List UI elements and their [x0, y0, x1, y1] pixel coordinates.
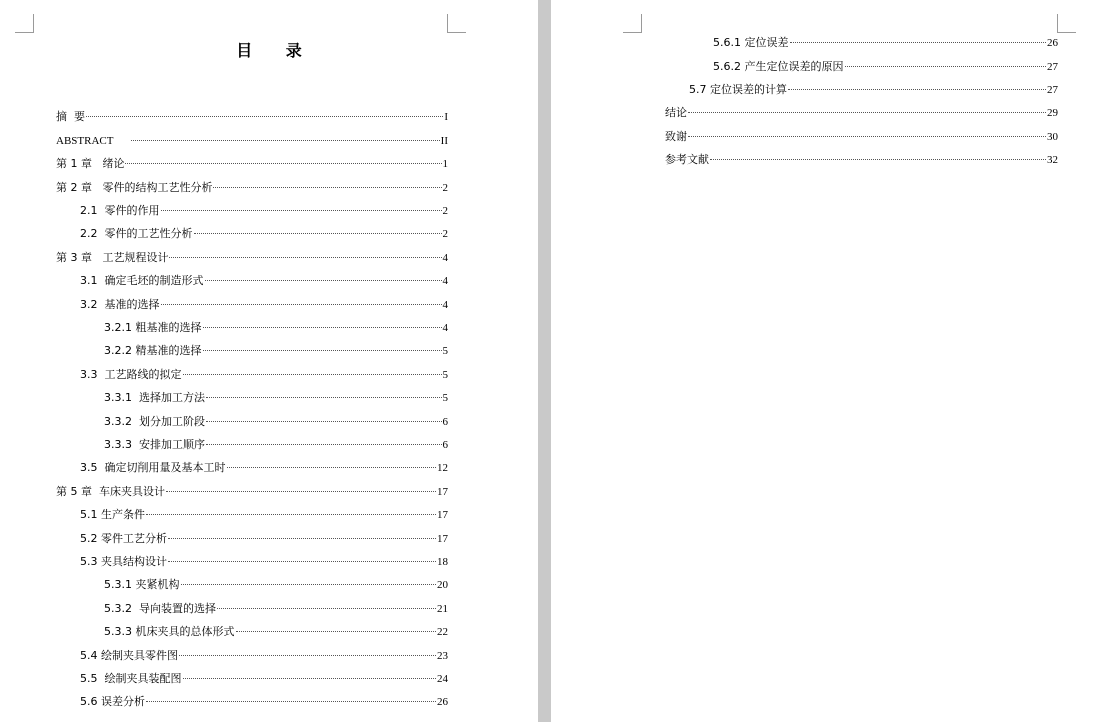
toc-entry-label: 结论 [665, 106, 687, 119]
toc-entry-5-3[interactable] [80, 555, 448, 569]
toc-page-number: 1 [442, 158, 448, 170]
page-gutter [538, 0, 551, 722]
toc-entry-label: 第 3 章 工艺规程设计 [56, 251, 169, 264]
toc-page-number: 17 [437, 509, 448, 521]
toc-entry-label: 5.3.3 机床夹具的总体形式 [104, 625, 235, 638]
toc-leader-dots [146, 701, 436, 702]
toc-entry-label: 5.3 夹具结构设计 [80, 555, 167, 568]
toc-leader-dots [203, 350, 442, 351]
toc-entry-5-2[interactable] [80, 532, 448, 546]
toc-leader-dots [125, 163, 441, 164]
toc-page-number: 29 [1047, 107, 1058, 119]
toc-entry-label: 5.1 生产条件 [80, 508, 145, 521]
toc-leader-dots [181, 584, 437, 585]
toc-entry-5-5[interactable] [80, 672, 448, 686]
toc-leader-dots [788, 89, 1046, 90]
toc-leader-dots [179, 655, 436, 656]
toc-page-number: 5 [442, 369, 448, 381]
toc-entry-abstract-cn[interactable] [56, 110, 448, 124]
toc-entry-3-2[interactable] [80, 298, 448, 312]
toc-entry-chapter-5[interactable] [56, 485, 448, 499]
toc-entry-2-1[interactable] [80, 204, 448, 218]
toc-page-number: 26 [437, 696, 448, 708]
toc-entry-label: 3.3.3 安排加工顺序 [104, 438, 205, 451]
toc-entry-acknowledgements[interactable] [665, 130, 1058, 144]
toc-leader-dots [790, 42, 1047, 43]
crop-mark-top-right [447, 14, 466, 33]
toc-page-number: 21 [437, 603, 448, 615]
toc-leader-dots [206, 421, 442, 422]
toc-entry-5-6-2[interactable] [713, 60, 1058, 74]
crop-mark-top-right [1057, 14, 1076, 33]
toc-leader-dots [168, 538, 436, 539]
toc-entry-label: 5.6.1 定位误差 [713, 36, 789, 49]
toc-entry-label: 3.3.2 划分加工阶段 [104, 415, 205, 428]
toc-entry-5-7[interactable] [689, 83, 1058, 97]
toc-entry-2-2[interactable] [80, 227, 448, 241]
toc-page-number: I [444, 111, 448, 123]
toc-entry-5-1[interactable] [80, 508, 448, 522]
toc-page-number: 2 [442, 205, 448, 217]
toc-entry-label: 参考文献 [665, 153, 709, 166]
toc-entry-label: 5.6.2 产生定位误差的原因 [713, 60, 844, 73]
toc-page-number: 24 [437, 673, 448, 685]
toc-entry-5-4[interactable] [80, 649, 448, 663]
toc-entry-3-2-1[interactable] [104, 321, 448, 335]
toc-entry-label: 3.2.2 精基准的选择 [104, 344, 202, 357]
toc-page-number: 6 [442, 416, 448, 428]
toc-page-number: 17 [437, 486, 448, 498]
toc-page-number: 4 [442, 322, 448, 334]
toc-leader-dots [161, 304, 442, 305]
toc-page-number: 12 [437, 462, 448, 474]
toc-page-number: 4 [442, 299, 448, 311]
toc-leader-dots [194, 233, 442, 234]
toc-entry-5-3-2[interactable] [104, 602, 448, 616]
toc-leader-dots [688, 136, 1046, 137]
toc-entry-label: 5.3.2 导向装置的选择 [104, 602, 216, 615]
crop-mark-top-left [623, 14, 642, 33]
crop-mark-top-left [15, 14, 34, 33]
toc-leader-dots [131, 140, 440, 141]
toc-page-number: 27 [1047, 61, 1058, 73]
toc-page-number: 20 [437, 579, 448, 591]
toc-leader-dots [169, 257, 441, 258]
toc-entry-5-3-3[interactable] [104, 625, 448, 639]
toc-entry-label: 3.3 工艺路线的拟定 [80, 368, 182, 381]
toc-entry-abstract-en[interactable] [56, 134, 448, 148]
toc-entry-chapter-3[interactable] [56, 251, 448, 265]
toc-entry-label: 3.3.1 选择加工方法 [104, 391, 205, 404]
toc-entry-label: 第 1 章 绪论 [56, 157, 125, 170]
toc-page-number: 18 [437, 556, 448, 568]
toc-leader-dots [86, 116, 443, 117]
toc-page-number: 4 [442, 275, 448, 287]
toc-entry-label: ABSTRACT [56, 135, 130, 147]
toc-leader-dots [236, 631, 437, 632]
toc-leader-dots [168, 561, 436, 562]
page-left [0, 0, 538, 722]
toc-entry-3-3-2[interactable] [104, 415, 448, 429]
toc-leader-dots [206, 397, 442, 398]
toc-entry-3-3-3[interactable] [104, 438, 448, 452]
toc-entry-label: 5.6 误差分析 [80, 695, 145, 708]
toc-leader-dots [166, 491, 436, 492]
toc-entry-chapter-2[interactable] [56, 181, 448, 195]
toc-entry-label: 3.2.1 粗基准的选择 [104, 321, 202, 334]
toc-leader-dots [205, 280, 442, 281]
toc-entry-3-3[interactable] [80, 368, 448, 382]
toc-entry-conclusion[interactable] [665, 106, 1058, 120]
toc-entry-label: 5.4 绘制夹具零件图 [80, 649, 178, 662]
toc-page-number: 2 [442, 228, 448, 240]
toc-entry-label: 第 5 章 车床夹具设计 [56, 485, 165, 498]
toc-leader-dots [183, 374, 442, 375]
page-right [551, 0, 1102, 722]
toc-entry-5-6-1[interactable] [713, 36, 1058, 50]
toc-entry-label: 第 2 章 零件的结构工艺性分析 [56, 181, 213, 194]
toc-entry-3-3-1[interactable] [104, 391, 448, 405]
toc-entry-label: 5.2 零件工艺分析 [80, 532, 167, 545]
toc-page-number: 23 [437, 650, 448, 662]
toc-page-number: 17 [437, 533, 448, 545]
toc-page-number: 22 [437, 626, 448, 638]
toc-leader-dots [161, 210, 442, 211]
toc-leader-dots [146, 514, 436, 515]
toc-page-number: II [440, 135, 448, 147]
toc-entry-label: 5.5 绘制夹具装配图 [80, 672, 182, 685]
toc-page-number: 6 [442, 439, 448, 451]
toc-entry-label: 致谢 [665, 130, 687, 143]
toc-entry-label: 2.2 零件的工艺性分析 [80, 227, 193, 240]
toc-entry-3-2-2[interactable] [104, 344, 448, 358]
toc-page-number: 5 [442, 392, 448, 404]
toc-entry-references[interactable] [665, 153, 1058, 167]
toc-entry-3-1[interactable] [80, 274, 448, 288]
toc-leader-dots [227, 467, 437, 468]
toc-page-number: 26 [1047, 37, 1058, 49]
toc-leader-dots [845, 66, 1047, 67]
toc-leader-dots [217, 608, 436, 609]
toc-page-number: 5 [442, 345, 448, 357]
toc-page-number: 32 [1047, 154, 1058, 166]
toc-page-number: 30 [1047, 131, 1058, 143]
toc-entry-label: 5.3.1 夹紧机构 [104, 578, 180, 591]
toc-entry-chapter-1[interactable] [56, 157, 448, 171]
toc-entry-label: 摘 要 [56, 110, 85, 123]
toc-entry-3-5[interactable] [80, 461, 448, 475]
toc-entry-label: 3.1 确定毛坯的制造形式 [80, 274, 204, 287]
toc-leader-dots [183, 678, 437, 679]
toc-leader-dots [213, 187, 441, 188]
toc-entry-label: 2.1 零件的作用 [80, 204, 160, 217]
toc-entry-label: 3.2 基准的选择 [80, 298, 160, 311]
toc-page-number: 27 [1047, 84, 1058, 96]
toc-leader-dots [688, 112, 1046, 113]
toc-leader-dots [206, 444, 442, 445]
toc-entry-label: 3.5 确定切削用量及基本工时 [80, 461, 226, 474]
toc-entry-label: 5.7 定位误差的计算 [689, 83, 787, 96]
toc-entry-5-3-1[interactable] [104, 578, 448, 592]
toc-entry-5-6[interactable] [80, 695, 448, 709]
toc-leader-dots [203, 327, 442, 328]
toc-leader-dots [710, 159, 1046, 160]
toc-page-number: 2 [442, 182, 448, 194]
toc-page-number: 4 [442, 252, 448, 264]
toc-title: 目 录 [236, 41, 316, 60]
